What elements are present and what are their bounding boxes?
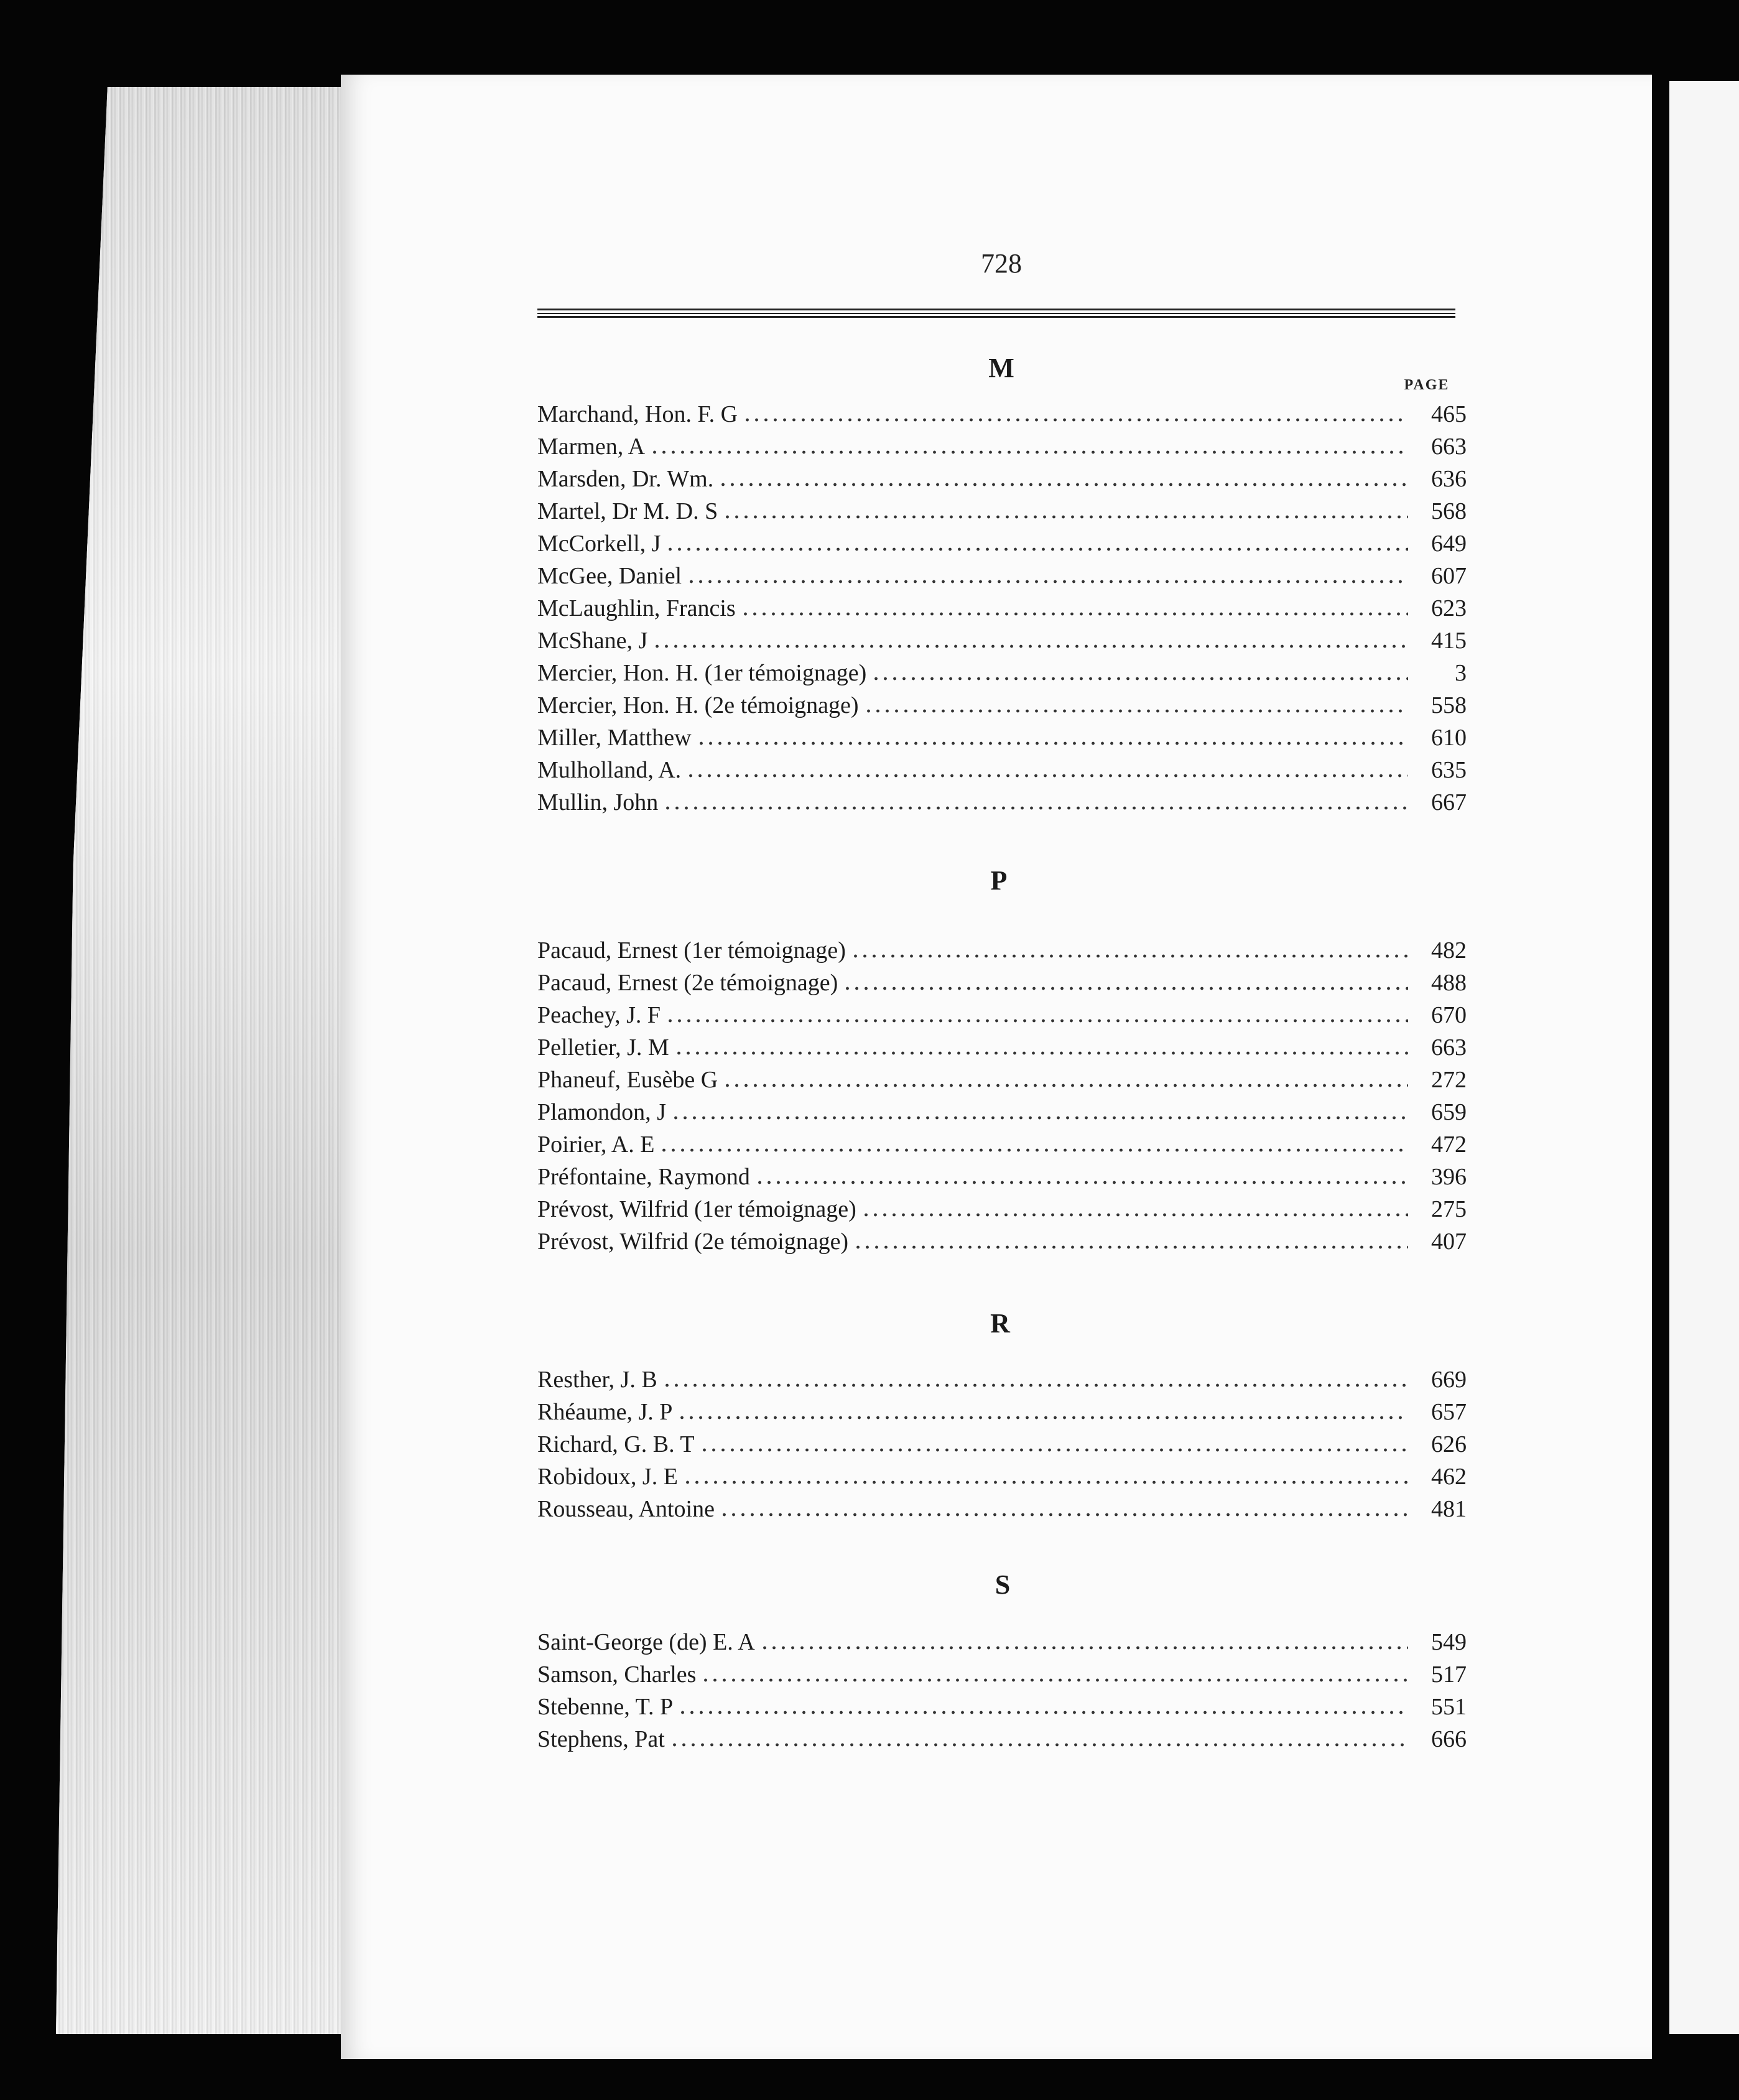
- index-entry: Stephens, Pat 666: [537, 1726, 1467, 1752]
- index-entry: Prévost, Wilfrid (2e témoignage) 407: [537, 1229, 1467, 1255]
- section-letter-p: P: [990, 865, 1008, 896]
- index-entry: Pacaud, Ernest (2e témoignage) 488: [537, 970, 1467, 996]
- index-entry: Pelletier, J. M 663: [537, 1034, 1467, 1061]
- facing-page-edge: [1669, 81, 1739, 2034]
- index-entry: Plamondon, J 659: [537, 1099, 1467, 1125]
- index-entry: Mercier, Hon. H. (1er témoignage) 3: [537, 660, 1467, 686]
- book-page-edges: [56, 87, 342, 2034]
- index-entry: Marchand, Hon. F. G 465: [537, 401, 1467, 427]
- index-entry: Préfontaine, Raymond 396: [537, 1164, 1467, 1190]
- section-letter-m: M: [988, 353, 1014, 383]
- index-entry: Prévost, Wilfrid (1er témoignage) 275: [537, 1196, 1467, 1222]
- index-entry: Poirier, A. E 472: [537, 1131, 1467, 1158]
- index-entry: Martel, Dr M. D. S 568: [537, 498, 1467, 524]
- index-entry: Richard, G. B. T 626: [537, 1431, 1467, 1457]
- index-entry: Rhéaume, J. P 657: [537, 1399, 1467, 1425]
- page-column-header: PAGE: [1404, 377, 1450, 393]
- index-entry: Mulholland, A. 635: [537, 757, 1467, 783]
- section-letter-r: R: [990, 1308, 1010, 1339]
- index-entry: Saint-George (de) E. A 549: [537, 1629, 1467, 1655]
- index-entry: McCorkell, J 649: [537, 531, 1467, 557]
- page-number: 728: [981, 248, 1022, 279]
- index-entry: Marsden, Dr. Wm. 636: [537, 466, 1467, 492]
- index-entry: McLaughlin, Francis 623: [537, 595, 1467, 621]
- index-entry: Stebenne, T. P 551: [537, 1694, 1467, 1720]
- index-entry: Pacaud, Ernest (1er témoignage) 482: [537, 937, 1467, 964]
- section-letter-s: S: [995, 1569, 1011, 1600]
- index-entry: Phaneuf, Eusèbe G 272: [537, 1067, 1467, 1093]
- header-double-rule: [537, 309, 1455, 318]
- index-entry: Rousseau, Antoine 481: [537, 1496, 1467, 1522]
- index-entry: Peachey, J. F 670: [537, 1002, 1467, 1028]
- index-entry: Mullin, John 667: [537, 789, 1467, 815]
- index-entry: Miller, Matthew 610: [537, 725, 1467, 751]
- index-entry: Robidoux, J. E 462: [537, 1464, 1467, 1490]
- index-entry: Samson, Charles 517: [537, 1661, 1467, 1688]
- index-entry: McGee, Daniel 607: [537, 563, 1467, 589]
- index-entry: Marmen, A 663: [537, 434, 1467, 460]
- index-entry: McShane, J 415: [537, 628, 1467, 654]
- index-entry: Resther, J. B 669: [537, 1367, 1467, 1393]
- index-entry: Mercier, Hon. H. (2e témoignage) 558: [537, 692, 1467, 718]
